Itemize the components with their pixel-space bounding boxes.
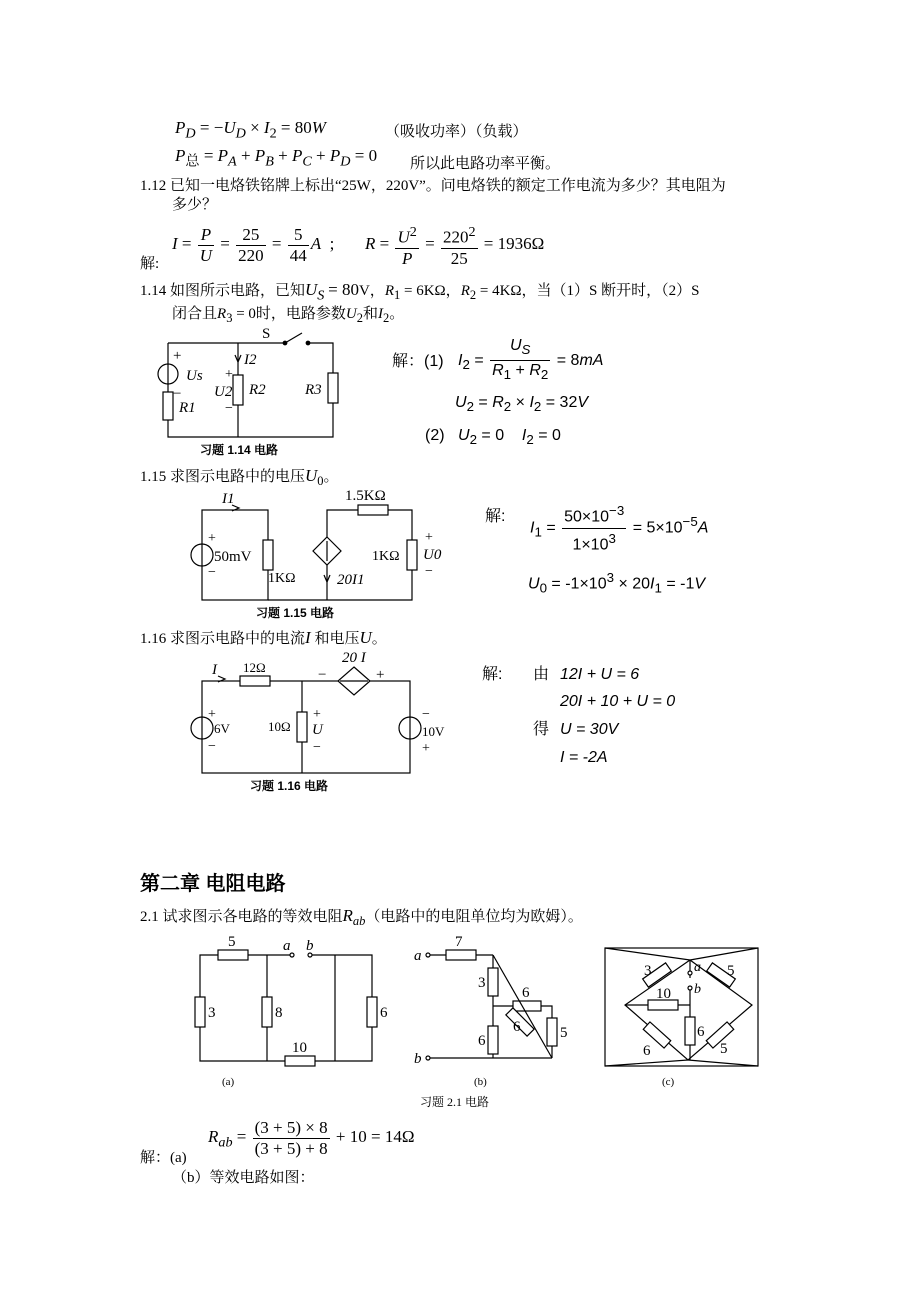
svg-text:10: 10: [292, 1040, 307, 1056]
svg-text:10: 10: [656, 986, 671, 1002]
svg-text:−: −: [208, 739, 216, 754]
svg-text:6: 6: [643, 1043, 651, 1059]
q116-line: 1.16 求图示电路中的电流I 和电压U。: [140, 628, 387, 647]
pd-equation: $P_D = -U_D \times I_2 = 80W$: [175, 118, 326, 142]
fig21-caption: 习题 2.1 电路: [420, 1095, 490, 1109]
c116-label-i: I: [212, 662, 217, 678]
svg-text:−: −: [208, 565, 216, 580]
c21b-terminal-b: [426, 1056, 430, 1060]
c114-label-u2: U2: [214, 384, 233, 400]
chapter2-title: 第二章 电阻电路: [140, 873, 286, 895]
c114-resistor-r2: [233, 375, 243, 405]
c21b-terminal-a: [426, 953, 430, 957]
c115-label-i1: I1: [222, 491, 235, 507]
svg-text:−: −: [318, 667, 327, 683]
svg-text:+: +: [425, 530, 433, 545]
svg-text:5: 5: [560, 1025, 568, 1041]
svg-text:a: a: [414, 948, 422, 964]
c115-label-1k-b: 1KΩ: [372, 549, 400, 564]
c116-label-dep: 20 I: [342, 650, 366, 666]
c21c-sub: (c): [662, 1076, 675, 1088]
svg-text:−: −: [225, 401, 233, 416]
c114-switch-contact: [306, 341, 310, 345]
c21b-resistor-3: [488, 968, 498, 996]
svg-text:5: 5: [727, 963, 735, 979]
c21a-outer-wire: [200, 955, 372, 1061]
svg-text:7: 7: [455, 934, 463, 950]
c116-label-10v: 10V: [422, 724, 445, 739]
c115-resistor-1-5k: [358, 505, 388, 515]
svg-text:5: 5: [720, 1041, 728, 1057]
c114-switch-contact: [283, 341, 287, 345]
c114-resistor-r3: [328, 373, 338, 403]
c114-label-r3: R3: [305, 382, 322, 398]
c21a-resistor-8: [262, 997, 272, 1027]
q112-line2: 多少？: [172, 197, 218, 213]
q116-sol-label: 解:: [482, 666, 503, 683]
c116-label-6v: 6V: [214, 721, 230, 736]
c116-resistor-12: [240, 676, 270, 686]
svg-text:+: +: [225, 367, 233, 382]
c21c-terminal-a: [688, 971, 692, 975]
svg-text:+: +: [208, 707, 216, 722]
q112-resistance: R = $\frac{U^2}{P}$ = $\frac{220^2}{25}$ = 1936Ω: [365, 224, 545, 268]
c116-label-u: U: [312, 722, 323, 738]
c21c-resistor-6-mid: [685, 1017, 695, 1045]
c114-resistor-r1: [163, 392, 173, 420]
c114-label-r2: R2: [249, 382, 266, 398]
svg-text:6: 6: [697, 1024, 705, 1040]
c21a-resistor-6: [367, 997, 377, 1027]
svg-text:b: b: [414, 1051, 422, 1067]
svg-text:−: −: [313, 740, 321, 755]
svg-text:−: −: [173, 386, 182, 402]
svg-text:−: −: [425, 564, 433, 579]
svg-text:+: +: [376, 667, 385, 683]
q21-line: 2.1 试求图示各电路的等效电阻$R_{ab}$（电路中的电阻单位均为欧姆）。: [140, 906, 583, 928]
c21a-resistor-10: [285, 1056, 315, 1066]
svg-text:6: 6: [380, 1005, 388, 1021]
q115-line: 1.15 求图示电路中的电压$U_0$。: [140, 466, 339, 488]
c115-label-1k-a: 1KΩ: [268, 571, 296, 586]
c21b-sub: (b): [474, 1076, 487, 1088]
svg-text:3: 3: [478, 975, 486, 991]
c21a-resistor-5: [218, 950, 248, 960]
c115-label-1-5k: 1.5KΩ: [345, 488, 386, 504]
c115-label-dep: 20I1: [337, 572, 365, 588]
q114-sol3-label: (2): [425, 427, 445, 444]
svg-text:a: a: [694, 960, 701, 975]
q21-sol-a: $R_{ab}$ = $\frac{(3 + 5) \times 8}{(3 + 5) + 8}$ + 10 = 14Ω: [208, 1117, 415, 1158]
q115-sol2: $U_0 = -1\times 10^3 \times 20I_1 = -1V$: [528, 570, 706, 596]
q114-sol2: $U_2 = R_2 \times I_2 = 32V$: [455, 394, 589, 415]
c115-label-u0: U0: [423, 547, 442, 563]
c115-label-50mv: 50mV: [214, 549, 252, 565]
c114-switch-blade: [285, 333, 302, 343]
svg-text:3: 3: [644, 963, 652, 979]
c114-label-us: Us: [186, 368, 203, 384]
q114-sol1: $I_2$ = $\frac{U_S}{R_1 + R_2}$ = 8mA: [458, 337, 604, 383]
svg-text:−: −: [422, 707, 430, 722]
q116-eq1: 12I + U = 6: [560, 666, 640, 683]
c21b-resistor-6-left: [488, 1026, 498, 1054]
svg-text:b: b: [306, 938, 314, 954]
c21b-resistor-5: [547, 1018, 557, 1046]
svg-text:6: 6: [522, 985, 530, 1001]
q115-sol1: $I_1$ = $\frac{50\times 10^{-3}}{1\times 10^3}$ = $5\times 10^{-5}A$: [530, 503, 709, 553]
c116-caption: 习题 1.16 电路: [250, 779, 329, 793]
c116-label-10: 10Ω: [268, 719, 291, 734]
c114-label-s: S: [262, 326, 271, 342]
c21a-sub: (a): [222, 1076, 235, 1088]
c21a-terminal-a: [290, 953, 294, 957]
c21c-terminal-b: [688, 986, 692, 990]
q116-res1: U = 30V: [560, 721, 619, 738]
ptotal-equation: $P_总 = P_A + P_B + P_C + P_D = 0$: [175, 146, 378, 170]
c114-caption: 习题 1.14 电路: [200, 443, 279, 457]
svg-text:+: +: [173, 348, 182, 364]
svg-text:6: 6: [478, 1033, 486, 1049]
q114-sol3: $U_2 = 0$ $I_2 = 0$: [458, 427, 561, 448]
q114-sol-label: 解：(1): [392, 353, 444, 370]
q112-current: I = $\frac{P}{U}$ = $\frac{25}{220}$ = $\frac{5}{44}$ A ;: [172, 224, 335, 265]
q116-you: 由: [533, 666, 550, 683]
svg-text:5: 5: [228, 934, 236, 950]
svg-text:a: a: [283, 938, 291, 954]
q21-sol-b: （b）等效电路如图：: [172, 1170, 315, 1186]
c116-label-12: 12Ω: [243, 660, 266, 675]
c116-resistor-10: [297, 712, 307, 742]
svg-text:b: b: [694, 982, 701, 997]
q114-line1: 1.14 如图所示电路，已知$U_S = 80V$，$R_1 = 6K\Omega$，$R_2 = 4K\Omega$，当（1）S 断开时，（2）S: [140, 280, 700, 304]
c114-label-r1: R1: [179, 400, 196, 416]
svg-text:+: +: [422, 741, 430, 756]
q112-line1: 1.12 已知一电烙铁铭牌上标出“25W，220V”。问电烙铁的额定工作电流为多少？其电阻为: [140, 178, 726, 194]
q21-sol-label: 解：(a): [140, 1150, 187, 1166]
svg-text:8: 8: [275, 1005, 283, 1021]
c115-caption: 习题 1.15 电路: [256, 606, 335, 620]
q116-res2: I = -2A: [560, 749, 608, 766]
svg-text:+: +: [208, 531, 216, 546]
svg-text:6: 6: [513, 1019, 521, 1035]
q116-eq2: 20I + 10 + U = 0: [560, 693, 676, 710]
svg-text:+: +: [313, 707, 321, 722]
c114-label-i2: I2: [244, 352, 257, 368]
c115-resistor-1k-a: [263, 540, 273, 570]
pd-note: （吸收功率）（负载）: [385, 124, 528, 140]
svg-text:3: 3: [208, 1005, 216, 1021]
c115-resistor-1k-b: [407, 540, 417, 570]
q116-de: 得: [533, 721, 550, 738]
q115-sol-label: 解:: [485, 508, 506, 525]
ptotal-note: 所以此电路功率平衡。: [410, 156, 561, 172]
q112-jie: 解:: [140, 256, 160, 272]
c21b-resistor-7: [446, 950, 476, 960]
q114-line2: 闭合且$R_3 = 0$时，电路参数$U_2$和$I_2$。: [172, 306, 405, 325]
c21b-resistor-6-top: [513, 1001, 541, 1011]
c21a-resistor-3: [195, 997, 205, 1027]
